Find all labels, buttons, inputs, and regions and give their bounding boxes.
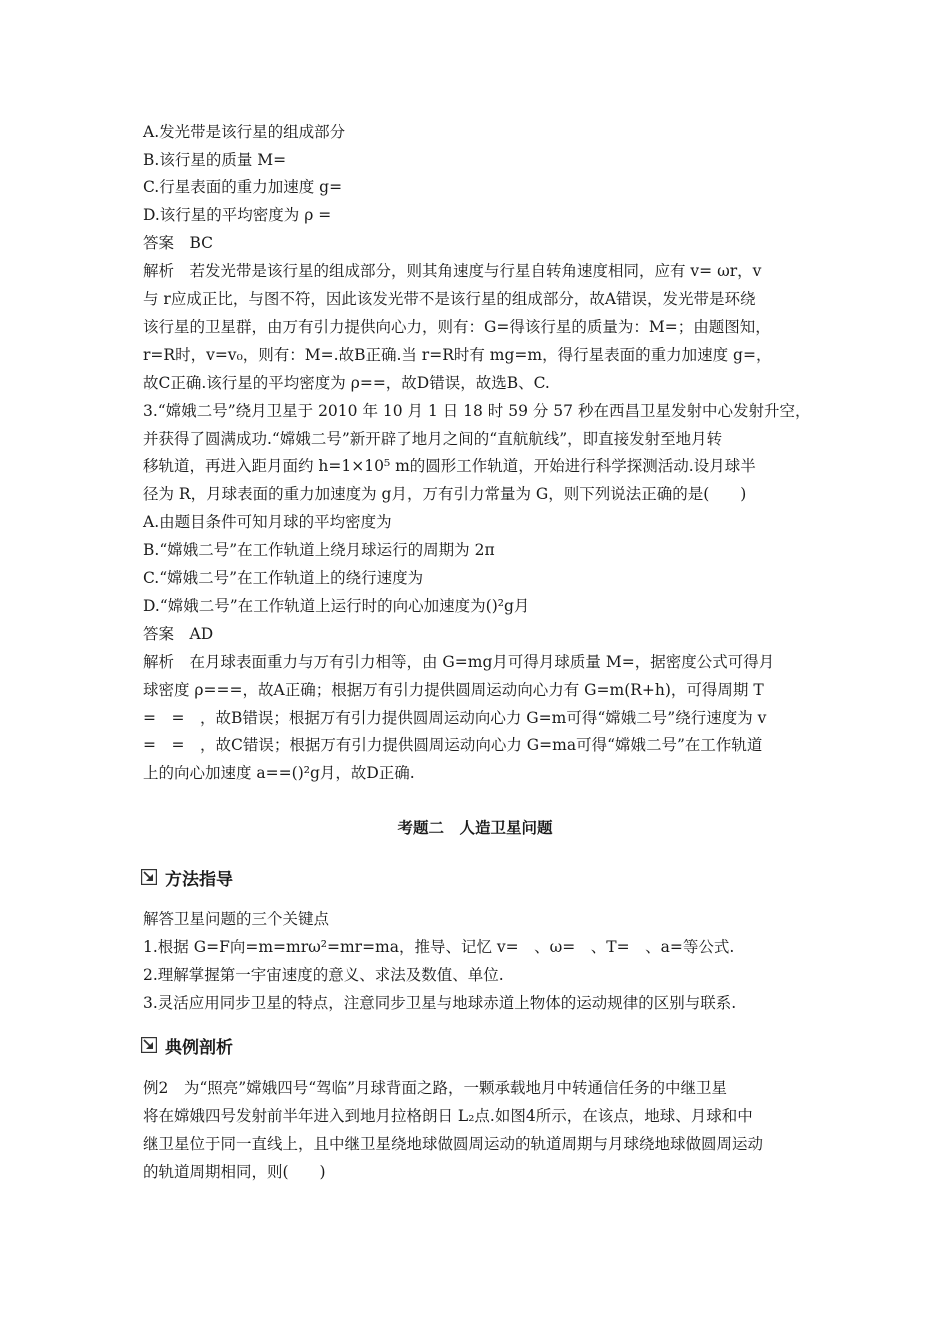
option-d-line: D.该行星的平均密度为 ρ = bbox=[143, 206, 332, 224]
section-title: 典例剖析 bbox=[165, 1037, 233, 1058]
analysis-line: 与 r应成正比，与图不符，因此该发光带不是该行星的组成部分，故A错误，发光带是环绕 bbox=[143, 290, 756, 308]
question-3-line: 3.“嫦娥二号”绕月卫星于 2010 年 10 月 1 日 18 时 59 分 57 秒在西昌卫星发射中心发射升空， bbox=[143, 402, 811, 420]
q3-option-b-line: B.“嫦娥二号”在工作轨道上绕月球运行的周期为 2π bbox=[143, 541, 495, 559]
section-marker-icon bbox=[141, 1037, 157, 1053]
q3-option-a-line: A.由题目条件可知月球的平均密度为 bbox=[143, 513, 392, 531]
method-line: 3.灵活应用同步卫星的特点，注意同步卫星与地球赤道上物体的运动规律的区别与联系. bbox=[143, 994, 737, 1012]
option-a-line: A.发光带是该行星的组成部分 bbox=[143, 123, 346, 141]
question-3-line: 径为 R，月球表面的重力加速度为 g月，万有引力常量为 G，则下列说法正确的是( ) bbox=[143, 485, 747, 503]
section-heading-example bbox=[141, 1034, 233, 1056]
example-line: 的轨道周期相同，则( ) bbox=[143, 1163, 326, 1181]
q3-analysis-line: = = ，故B错误；根据万有引力提供圆周运动向心力 G=m可得“嫦娥二号”绕行速度为 v bbox=[143, 709, 767, 727]
method-line: 2.理解掌握第一宇宙速度的意义、求法及数值、单位. bbox=[143, 966, 504, 984]
topic-title: 考题二 人造卫星问题 bbox=[397, 819, 553, 837]
method-line: 解答卫星问题的三个关键点 bbox=[143, 910, 330, 928]
example-line: 将在嫦娥四号发射前半年进入到地月拉格朗日 L₂点.如图4所示，在该点，地球、月球和中 bbox=[143, 1107, 753, 1125]
q3-analysis-line: 上的向心加速度 a==()²g月，故D正确. bbox=[143, 764, 415, 782]
question-3-line: 并获得了圆满成功.“嫦娥二号”新开辟了地月之间的“直航航线”，即直接发射至地月转 bbox=[143, 430, 723, 448]
method-line: 1.根据 G=F向=m=mrω²=mr=ma，推导、记忆 v= 、ω= 、T= 、a=等公式. bbox=[143, 938, 735, 956]
analysis-line: 故C正确.该行星的平均密度为 ρ==，故D错误，故选B、C. bbox=[143, 374, 550, 392]
option-b-line: B.该行星的质量 M= bbox=[143, 151, 287, 169]
analysis-line: 该行星的卫星群，由万有引力提供向心力，则有：G=得该行星的质量为：M=；由题图知， bbox=[143, 318, 771, 336]
analysis-line: 解析 若发光带是该行星的组成部分，则其角速度与行星自转角速度相同，应有 v= ωr，v bbox=[143, 262, 762, 280]
answer-line: 答案 BC bbox=[143, 234, 214, 252]
option-c-line: C.行星表面的重力加速度 g= bbox=[143, 178, 343, 196]
example-line: 例2 为“照亮”嫦娥四号“驾临”月球背面之路，一颗承载地月中转通信任务的中继卫星 bbox=[143, 1079, 728, 1097]
q3-analysis-line: = = ，故C错误；根据万有引力提供圆周运动向心力 G=ma可得“嫦娥二号”在工作轨道 bbox=[143, 736, 763, 754]
q3-analysis-line: 球密度 ρ===，故A正确；根据万有引力提供圆周运动向心力有 G=m(R+h)，可得周期 T bbox=[143, 681, 764, 699]
q3-option-c-line: C.“嫦娥二号”在工作轨道上的绕行速度为 bbox=[143, 569, 424, 587]
section-heading-method bbox=[141, 866, 233, 888]
question-3-line: 移轨道，再进入距月面约 h=1×10⁵ m的圆形工作轨道，开始进行科学探测活动.设月球半 bbox=[143, 457, 756, 475]
q3-answer-line: 答案 AD bbox=[143, 625, 214, 643]
analysis-line: r=R时，v=v₀，则有：M=.故B正确.当 r=R时有 mg=m，得行星表面的重力加速度 g=， bbox=[143, 346, 772, 364]
section-marker-icon bbox=[141, 869, 157, 885]
section-title: 方法指导 bbox=[165, 869, 233, 890]
q3-analysis-line: 解析 在月球表面重力与万有引力相等，由 G=mg月可得月球质量 M=，据密度公式可得月 bbox=[143, 653, 775, 671]
example-line: 继卫星位于同一直线上，且中继卫星绕地球做圆周运动的轨道周期与月球绕地球做圆周运动 bbox=[143, 1135, 764, 1153]
q3-option-d-line: D.“嫦娥二号”在工作轨道上运行时的向心加速度为()²g月 bbox=[143, 597, 530, 615]
